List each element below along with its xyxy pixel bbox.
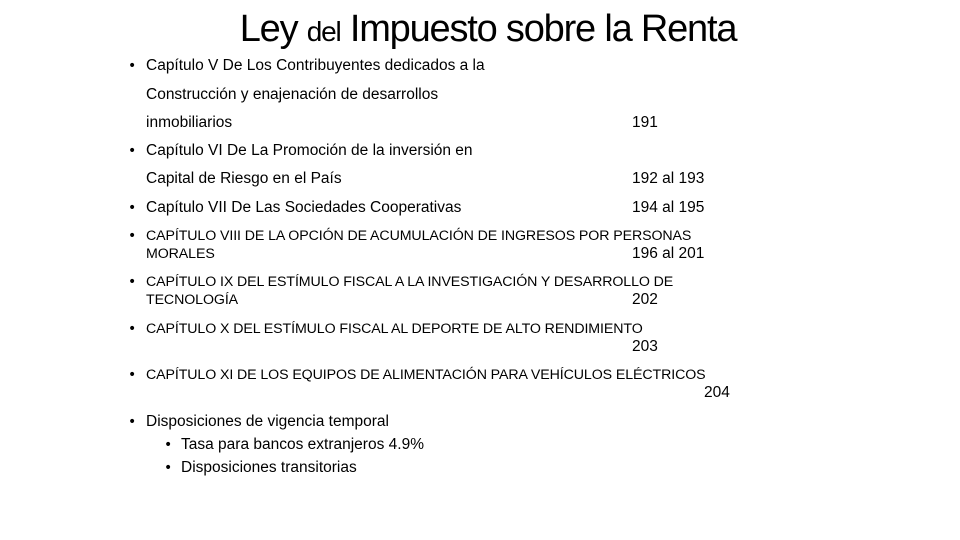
page-range: 194 al 195 <box>632 199 705 216</box>
item-line: CAPÍTULO X DEL ESTÍMULO FISCAL AL DEPORTE DE ALTO RENDIMIENTO <box>146 321 643 337</box>
item-line: Capítulo V De Los Contribuyentes dedicados a la <box>146 57 485 74</box>
bullet-marker: • <box>128 321 137 337</box>
page-range: 204 <box>704 384 730 401</box>
bullet-marker: • <box>128 143 137 159</box>
sub-bullet-marker: • <box>164 437 173 453</box>
slide-title <box>0 4 960 57</box>
page-range: 203 <box>632 338 658 355</box>
page-range: 191 <box>632 114 658 131</box>
bullet-marker: • <box>128 414 137 430</box>
sub-item: Disposiciones transitorias <box>181 459 357 476</box>
page-range: 196 al 201 <box>632 245 705 262</box>
item-line: CAPÍTULO VIII DE LA OPCIÓN DE ACUMULACIÓN DE INGRESOS POR PERSONAS <box>146 228 692 244</box>
item-line: Construcción y enajenación de desarrollos <box>146 86 439 103</box>
item-line: Capítulo VI De La Promoción de la inversión en <box>146 142 473 159</box>
item-line: CAPÍTULO IX DEL ESTÍMULO FISCAL A LA INVESTIGACIÓN Y DESARROLLO DE <box>146 274 674 290</box>
page-range: 192 al 193 <box>632 170 705 187</box>
page-range: 202 <box>632 291 658 308</box>
item-line: Capítulo VII De Las Sociedades Cooperativas <box>146 199 462 216</box>
title-part-2: del <box>306 16 341 47</box>
item-line: TECNOLOGÍA <box>146 292 239 308</box>
bullet-marker: • <box>128 274 137 290</box>
bullet-marker: • <box>128 200 137 216</box>
sub-item: Tasa para bancos extranjeros 4.9% <box>181 436 424 453</box>
item-line: Capital de Riesgo en el País <box>146 170 342 187</box>
item-line: inmobiliarios <box>146 114 233 131</box>
item-line: MORALES <box>146 246 215 262</box>
bullet-marker: • <box>128 228 137 244</box>
bullet-marker: • <box>128 58 137 74</box>
item-line: Disposiciones de vigencia temporal <box>146 413 389 430</box>
bullet-marker: • <box>128 367 137 383</box>
title-part-3: Impuesto sobre la Renta <box>340 8 737 50</box>
item-line: CAPÍTULO XI DE LOS EQUIPOS DE ALIMENTACIÓN PARA VEHÍCULOS ELÉCTRICOS <box>146 367 706 383</box>
sub-bullet-marker: • <box>164 460 173 476</box>
title-part-1: Ley <box>239 8 307 50</box>
